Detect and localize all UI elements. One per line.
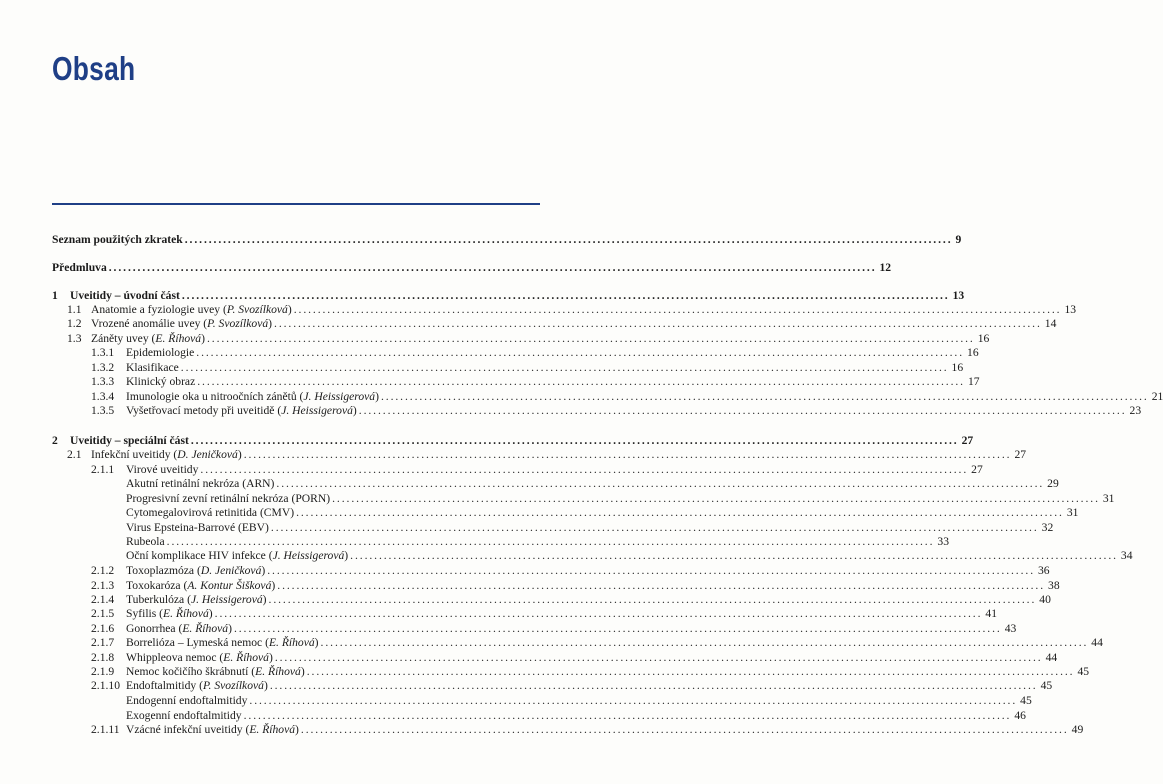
toc-entry-title-text: Imunologie oka u nitroočních zánětů [126,390,297,403]
toc-entry-author: P. Svozílková [226,303,288,316]
toc-entry [91,665,1090,679]
toc-entry-title: Whippleova nemoc (E. Říhová) [126,651,273,664]
toc-entry-title-text: Toxokaróza [126,579,181,592]
toc-entry-author: J. Heissigerová [190,593,263,606]
toc-entry-number: 2.1 [67,448,82,461]
toc-entry-page-number: 29 [1047,477,1059,490]
toc-entry-number: 2.1.2 [91,564,115,577]
toc-dot-leader: ................................................................................................................................................................ [276,477,1045,490]
toc-dot-leader: ................................................................................................................................................................ [181,289,950,302]
toc-entry [91,622,1017,636]
toc-entry-author: E. Říhová [268,636,315,649]
toc-entry [126,477,1059,491]
toc-entry-author: A. Kontur Šišková [187,579,272,592]
toc-entry-title [126,694,247,708]
toc-entry-page-number: 40 [1039,593,1051,606]
toc-dot-leader: ................................................................................................................................................................ [267,564,1035,577]
toc-entry-title-text: Progresivní zevní retinální nekróza (PORN) [126,492,331,505]
toc-entry [67,303,1077,317]
toc-entry-title-text: Tuberkulóza [126,593,185,606]
toc-dot-leader: ................................................................................................................................................................ [274,651,1043,664]
toc-entry-page-number: 38 [1048,579,1060,592]
toc-entry-number: 2 [52,434,58,447]
toc-dot-leader: ................................................................................................................................................................ [269,679,1038,692]
toc-entry-title-text: Borrelióza – Lymeská nemoc [126,636,263,649]
toc-dot-leader: ................................................................................................................................................................ [197,375,965,388]
toc-entry-title-text: Předmluva [52,261,107,274]
toc-entry-title [126,375,195,389]
toc-entry-number: 2.1.4 [91,593,115,606]
toc-entry-number: 1.3.5 [91,404,115,417]
toc-entry [91,390,1163,404]
toc-dot-leader: ................................................................................................................................................................ [196,346,965,359]
toc-entry-title-text: Vyšetřovací metody při uveitidě [126,404,275,417]
toc-entry-number: 2.1.7 [91,636,115,649]
toc-entry-page-number: 9 [955,233,962,246]
toc-entry [52,434,974,448]
toc-entry-title-text: Toxoplazmóza [126,564,195,577]
toc-entry-number: 1.1 [67,303,82,316]
toc-entry-title [126,463,198,477]
toc-entry-number: 2.1.11 [91,723,120,736]
toc-entry-title: Oční komplikace HIV infekce (J. Heissigerová) [126,549,349,562]
toc-entry-title [70,289,180,303]
toc-entry-author: D. Jeničková [200,564,262,577]
toc-entry-title-text: Epidemiologie [126,346,195,359]
toc-entry [91,679,1053,693]
toc-entry [67,448,1027,462]
toc-dot-leader: ................................................................................................................................................................ [293,303,1062,316]
toc-entry-title: Infekční uveitidy (D. Jeničková) [91,448,242,461]
toc-entry-title [52,261,107,275]
toc-entry-page-number: 34 [1120,549,1133,562]
toc-entry-title-text: Virové uveitidy [126,463,199,476]
toc-entry-title-text: Seznam použitých zkratek [52,233,183,246]
toc-entry-author: E. Říhová [155,332,202,345]
toc-entry-number: 2.1.10 [91,679,120,692]
toc-entry-page-number: 41 [985,607,997,620]
toc-entry-title [52,233,183,247]
toc-entry-title: Anatomie a fyziologie uvey (P. Svozílková) [91,303,292,316]
toc-entry [126,492,1115,506]
toc-entry-title [126,361,179,375]
toc-entry-page-number: 31 [1102,492,1115,505]
toc-entry-title-text: Rubeola [126,535,165,548]
toc-entry [91,723,1084,737]
toc-entry-title-text: Exogenní endoftalmitidy [126,709,242,722]
toc-entry [67,332,990,346]
toc-entry [91,404,1142,418]
toc-dot-leader: ................................................................................................................................................................ [306,665,1075,678]
toc-entry-page-number: 23 [1129,404,1142,417]
toc-entry-title: Imunologie oka u nitroočních zánětů (J. Heissigerová) [126,390,379,403]
toc-dot-leader: ................................................................................................................................................................ [350,549,1118,562]
toc-entry [91,346,979,360]
toc-dot-leader: ................................................................................................................................................................ [200,463,969,476]
toc-dot-leader: ................................................................................................................................................................ [270,521,1039,534]
toc-entry-number: 1.2 [67,317,82,330]
toc-entry-title-text: Nemoc kočičího škrábnutí [126,665,249,678]
toc-entry-title-text: Vrozené anomálie uvey [91,317,201,330]
toc-entry-number: 2.1.3 [91,579,115,592]
toc-entry-title [126,535,165,549]
toc-dot-leader: ................................................................................................................................................................ [332,492,1100,505]
toc-entry-title-text: Uveitidy – úvodní část [70,289,180,302]
toc-entry-number: 1.3.2 [91,361,115,374]
toc-entry-title: Gonorrhea (E. Říhová) [126,622,232,635]
toc-entry-page-number: 45 [1040,679,1053,692]
toc-entry-page-number: 49 [1071,723,1084,736]
toc-entry-title-text: Endoftalmitidy [126,679,197,692]
toc-entry-page-number: 17 [967,375,980,388]
toc-entry-page-number: 27 [1014,448,1027,461]
toc-entry-page-number: 32 [1041,521,1054,534]
toc-entry [126,535,949,549]
toc-dot-leader: ................................................................................................................................................................ [180,361,949,374]
toc-entry-author: E. Říhová [182,622,229,635]
toc-dot-leader: ................................................................................................................................................................ [277,579,1046,592]
toc-entry-page-number: 16 [967,346,979,359]
toc-entry-title [126,346,194,360]
toc-entry-number: 2.1.5 [91,607,115,620]
toc-entry-page-number: 13 [1064,303,1077,316]
toc-entry-title: Tuberkulóza (J. Heissigerová) [126,593,267,606]
toc-entry-title-text: Anatomie a fyziologie uvey [91,303,221,316]
toc-entry-page-number: 27 [971,463,983,476]
toc-entry-page-number: 31 [1066,506,1079,519]
toc-entry-title-text: Gonorrhea [126,622,176,635]
toc-entry [67,317,1057,331]
toc-entry-author: J. Heissigerová [281,404,353,417]
toc-entry-title: Nemoc kočičího škrábnutí (E. Říhová) [126,665,305,678]
toc-entry [126,506,1079,520]
title-divider [52,203,540,205]
toc-entry-title: Vyšetřovací metody při uveitidě (J. Heissigerová) [126,404,357,417]
toc-entry-page-number: 45 [1020,694,1032,707]
toc-entry-page-number: 12 [879,261,892,274]
toc-entry-author: J. Heissigerová [272,549,345,562]
toc-entry-title-text: Klinický obraz [126,375,196,388]
toc-entry-page-number: 27 [961,434,974,447]
toc-dot-leader: ................................................................................................................................................................ [320,636,1089,649]
toc-dot-leader: ................................................................................................................................................................ [214,607,983,620]
toc-dot-leader: ................................................................................................................................................................ [166,535,935,548]
toc-entry-author: P. Svozílková [207,317,269,330]
toc-dot-leader: ................................................................................................................................................................ [184,233,953,246]
toc-entry-title-text: Cytomegalovirová retinitida (CMV) [126,506,295,519]
toc-dot-leader: ................................................................................................................................................................ [296,506,1064,519]
toc-entry-page-number: 16 [951,361,964,374]
toc-dot-leader: ................................................................................................................................................................ [380,390,1149,403]
toc-dot-leader: ................................................................................................................................................................ [243,448,1012,461]
toc-entry-page-number: 33 [937,535,949,548]
toc-dot-leader: ................................................................................................................................................................ [300,723,1069,736]
toc-entry-number: 1.3.3 [91,375,115,388]
toc-entry-title-text: Endogenní endoftalmitidy [126,694,248,707]
toc-entry [126,694,1032,708]
toc-entry-title [126,492,330,506]
toc-entry-author: E. Říhová [255,665,301,678]
toc-entry-number: 1.3.1 [91,346,115,359]
toc-entry-page-number: 21 [1151,390,1163,403]
toc-entry-number: 2.1.1 [91,463,115,476]
page-title: Obsah [52,50,136,87]
toc-entry-page-number: 45 [1077,665,1090,678]
toc-dot-leader: ................................................................................................................................................................ [108,261,877,274]
toc-entry-title: Syfilis (E. Říhová) [126,607,213,620]
toc-entry-author: E. Říhová [249,723,296,736]
toc-entry [91,463,983,477]
toc-entry-title [70,434,189,448]
toc-entry-title [126,709,242,723]
toc-entry-page-number: 16 [977,332,990,345]
toc-entry [91,361,964,375]
toc-entry-author: E. Říhová [223,651,269,664]
toc-entry-page-number: 43 [1004,622,1017,635]
toc-dot-leader: ................................................................................................................................................................ [243,709,1012,722]
toc-entry-page-number: 13 [952,289,965,302]
toc-entry [91,651,1058,665]
toc-entry-page-number: 46 [1014,709,1026,722]
toc-entry-title-text: Infekční uveitidy [91,448,171,461]
toc-entry-title: Toxokaróza (A. Kontur Šišková) [126,579,276,592]
toc-entry [91,636,1103,650]
toc-dot-leader: ................................................................................................................................................................ [268,593,1037,606]
toc-entry [91,607,997,621]
toc-entry-number: 1.3 [67,332,82,345]
toc-entry [52,261,892,275]
toc-entry-title-text: Klasifikace [126,361,179,374]
toc-entry [52,233,962,247]
toc-dot-leader: ................................................................................................................................................................ [274,317,1042,330]
toc-entry-author: E. Říhová [163,607,209,620]
toc-entry-title-text: Virus Epsteina-Barrové (EBV) [126,521,269,534]
toc-entry-author: D. Jeničková [177,448,238,461]
toc-entry-number: 1 [52,289,58,302]
toc-dot-leader: ................................................................................................................................................................ [249,694,1018,707]
toc-entry-title [126,521,269,535]
toc-entry [52,289,965,303]
toc-dot-leader: ................................................................................................................................................................ [358,404,1127,417]
toc-entry-number: 2.1.6 [91,622,115,635]
toc-entry-title: Záněty uvey (E. Říhová) [91,332,205,345]
toc-entry [91,579,1060,593]
toc-entry-title: Vzácné infekční uveitidy (E. Říhová) [126,723,299,736]
toc-entry-title-text: Vzácné infekční uveitidy [126,723,243,736]
toc-entry-page-number: 14 [1044,317,1057,330]
toc-dot-leader: ................................................................................................................................................................ [233,622,1002,635]
toc-entry-author: J. Heissigerová [303,390,376,403]
toc-entry [91,564,1050,578]
toc-entry-title: Borrelióza – Lymeská nemoc (E. Říhová) [126,636,319,649]
toc-entry-title: Vrozené anomálie uvey (P. Svozílková) [91,317,273,330]
toc-dot-leader: ................................................................................................................................................................ [190,434,959,447]
toc-entry-title: Endoftalmitidy (P. Svozílková) [126,679,268,692]
toc-entry-page-number: 44 [1091,636,1103,649]
toc-entry-title [126,506,294,520]
toc-entry-title [126,477,274,491]
toc-entry [91,375,980,389]
toc-entry-number: 2.1.9 [91,665,115,678]
toc-entry-page-number: 44 [1045,651,1058,664]
toc-entry-author: P. Svozílková [202,679,264,692]
toc-entry-number: 1.3.4 [91,390,115,403]
toc-entry-number: 2.1.8 [91,651,115,664]
toc-entry-title-text: Syfilis [126,607,157,620]
toc-entry [91,593,1051,607]
toc-entry [126,709,1026,723]
toc-dot-leader: ................................................................................................................................................................ [206,332,975,345]
toc-entry-title-text: Whippleova nemoc [126,651,217,664]
toc-entry-title-text: Akutní retinální nekróza (ARN) [126,477,275,490]
toc-entry-title-text: Oční komplikace HIV infekce [126,549,266,562]
toc-entry-title: Toxoplazmóza (D. Jeničková) [126,564,266,577]
toc-entry-page-number: 36 [1038,564,1050,577]
toc-entry [126,549,1133,563]
toc-entry-title-text: Záněty uvey [91,332,149,345]
toc-entry-title-text: Uveitidy – speciální část [70,434,189,447]
toc-entry [126,521,1054,535]
